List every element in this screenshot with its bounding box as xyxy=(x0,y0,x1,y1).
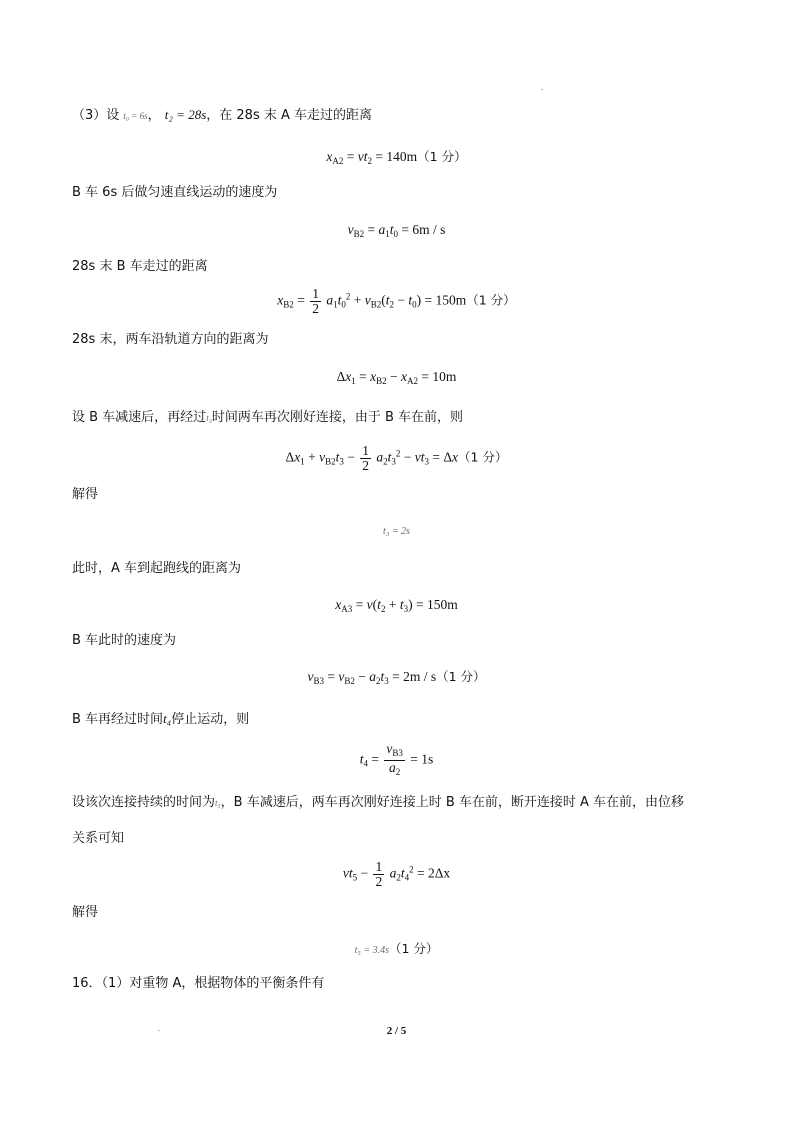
equation-xa2: $x_{A2} = vt_2 = 140m(1$ 分） xyxy=(326,149,467,166)
equation-vb3: $v_{B3} = v_{B2} - a_2t_3 = 2m / s(1$ 分） xyxy=(307,669,486,686)
t2-value: t₂ = 28s xyxy=(164,107,207,122)
text-displacement-relation: 关系可知 xyxy=(72,831,125,846)
t0-value: t₀ = 6s xyxy=(123,111,148,121)
text-vb2-intro: B 车 6s 后做匀速直线运动的速度为 xyxy=(72,185,278,200)
text-solve-2: 解得 xyxy=(72,905,99,920)
equation-delta-x1: $\Delta x_1 = x_{B2} - x_{A2} = 10m$ xyxy=(336,369,457,386)
page-number: 2 / 5 xyxy=(386,1025,407,1037)
step3-intro: （3）设 t₀ = 6s， t₂ = 28s，在 28s 末 A 车走过的距离 xyxy=(72,107,373,123)
text-vb3-intro: B 车此时的速度为 xyxy=(72,633,177,648)
equation-displacement: $vt_5$ − $\frac{1}{2}$ $a_2t_4^2 = 2\Delta x$ xyxy=(342,859,451,889)
text-xa3-intro: 此时，A 车到起跑线的距离为 xyxy=(72,561,242,576)
equation-vb2: $v_{B2} = a_1t_0 = 6m / s$ xyxy=(347,222,446,239)
equation-xb2: $x_{B2}$ = $\frac{1}{2}$ $a_1t_0^2 + v_{B2}(t_2 - t_0) = 150m(1$ 分） xyxy=(277,286,516,316)
text-t3-intro: 设 B 车减速后，再经过t₃时间两车再次刚好连接，由于 B 车在前，则 xyxy=(72,410,464,425)
equation-t5: t₅ = 3.4s（1 分） xyxy=(354,941,439,956)
fraction-half: $\frac{1}{2}$ xyxy=(312,286,319,316)
equation-t3: t₃ = 2s xyxy=(383,526,410,537)
text-t4-intro: B 车再经过时间t₄停止运动，则 xyxy=(72,711,250,727)
text-solve-1: 解得 xyxy=(72,487,99,502)
fraction-vb3-a2: $\frac{v_{B3}}{a_2}$ xyxy=(386,741,403,777)
scan-speck xyxy=(158,1030,160,1031)
fraction-half: $\frac{1}{2}$ xyxy=(375,859,383,889)
fraction-half: $\frac{1}{2}$ xyxy=(362,443,369,473)
text-t5-intro: 设该次连接持续的时间为t₅，B 车减速后，两车再次刚好连接上时 B 车在前，断开连接时 A 车在前，由位移 xyxy=(72,795,685,810)
text-delta-x1-intro: 28s 末，两车沿轨道方向的距离为 xyxy=(72,332,269,347)
scan-speck xyxy=(541,89,543,90)
equation-reconnect: $\Delta x_1 + v_{B2}t_3$ − $\frac{1}{2}$ $a_2t_3^2 - vt_3 = \Delta x(1$ 分） xyxy=(285,443,508,473)
equation-t4: $t_4$ = $\frac{v_{B3}}{a_2}$ = 1s xyxy=(359,741,434,777)
text-xb2-intro: 28s 末 B 车走过的距离 xyxy=(72,259,208,274)
equation-xa3: $x_{A3} = v(t_2 + t_3) = 150m$ xyxy=(335,597,458,614)
question-16-intro: 16．（1）对重物 A，根据物体的平衡条件有 xyxy=(72,976,325,991)
